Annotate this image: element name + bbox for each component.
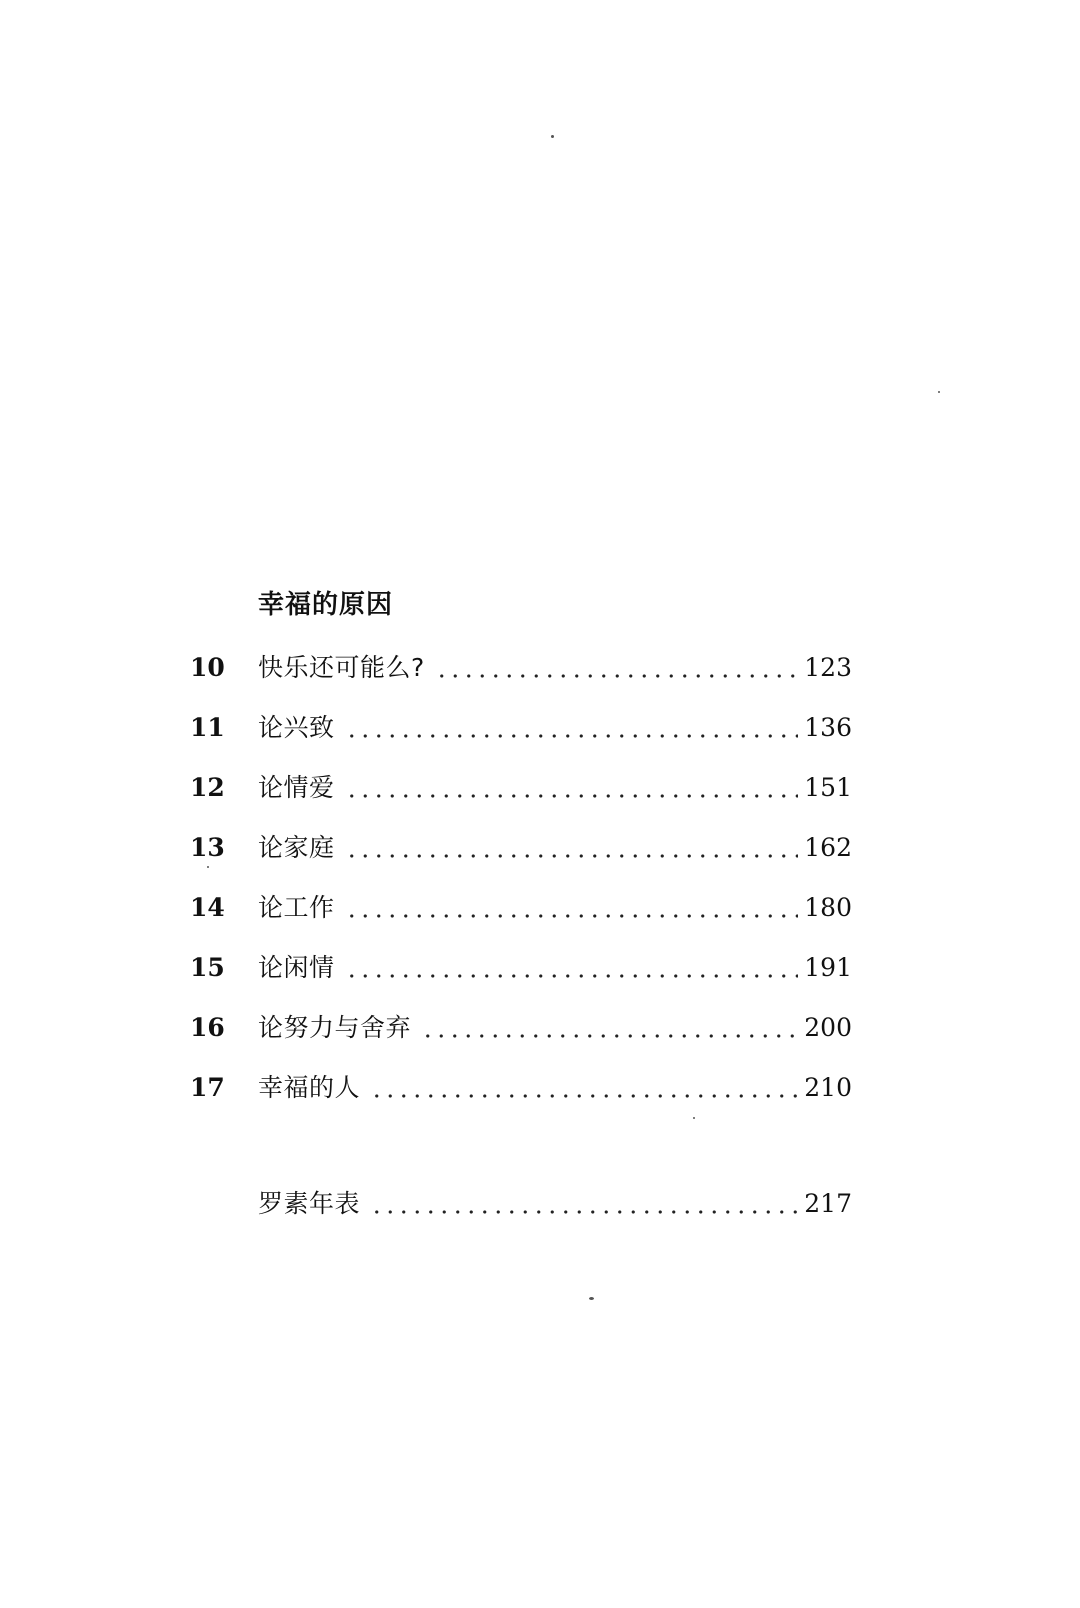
dot-leader [370,1068,798,1108]
toc-row [0,948,1080,988]
toc-entry [258,828,852,868]
page-number: 123 [804,653,852,682]
toc-row [0,888,1080,928]
dot-leader [345,888,799,928]
toc-row [0,1008,1080,1048]
dot-leader [345,828,799,868]
dot-leader [435,648,799,688]
appendix-title: 罗素年表 [258,1189,361,1218]
page-number: 180 [804,893,852,922]
chapter-number: 16 [190,1013,225,1042]
toc-entry [258,1068,852,1108]
toc-row [0,828,1080,868]
section-heading: 幸福的原因 [258,590,394,620]
chapter-title: 论情爱 [258,773,335,802]
toc-entry [258,1008,852,1048]
toc-entry [258,768,852,808]
toc-row [0,768,1080,808]
dot-leader [345,768,799,808]
scan-speck [551,135,554,138]
chapter-title: 论家庭 [258,833,335,862]
toc-entry [258,648,852,688]
toc-row [0,1068,1080,1108]
chapter-number: 11 [190,713,225,742]
toc-entry [258,888,852,928]
scan-speck [589,1297,594,1300]
dot-leader [421,1008,798,1048]
toc-row-appendix [0,1184,1080,1224]
page-number: 191 [804,953,852,982]
chapter-title: 快乐还可能么? [258,653,425,682]
page-number: 151 [804,773,852,802]
toc-row [0,708,1080,748]
chapter-title: 论工作 [258,893,335,922]
toc-entry [258,948,852,988]
chapter-title: 幸福的人 [258,1073,361,1102]
dot-leader [370,1184,798,1224]
chapter-number: 12 [190,773,225,802]
chapter-title: 论努力与舍弃 [258,1013,412,1042]
scan-speck [693,1117,695,1119]
chapter-number: 14 [190,893,225,922]
toc-entry [258,708,852,748]
chapter-number: 10 [190,653,225,682]
chapter-number: 15 [190,953,225,982]
dot-leader [345,708,799,748]
toc-row [0,648,1080,688]
chapter-number: 13 [190,833,225,862]
dot-leader [345,948,799,988]
page-number: 200 [804,1013,852,1042]
chapter-title: 论闲情 [258,953,335,982]
toc-entry [258,1184,852,1224]
chapter-title: 论兴致 [258,713,335,742]
page-number: 210 [804,1073,852,1102]
page-number: 217 [804,1189,852,1218]
scan-speck [938,391,940,393]
page-number: 136 [804,713,852,742]
chapter-number: 17 [190,1073,225,1102]
page-number: 162 [804,833,852,862]
